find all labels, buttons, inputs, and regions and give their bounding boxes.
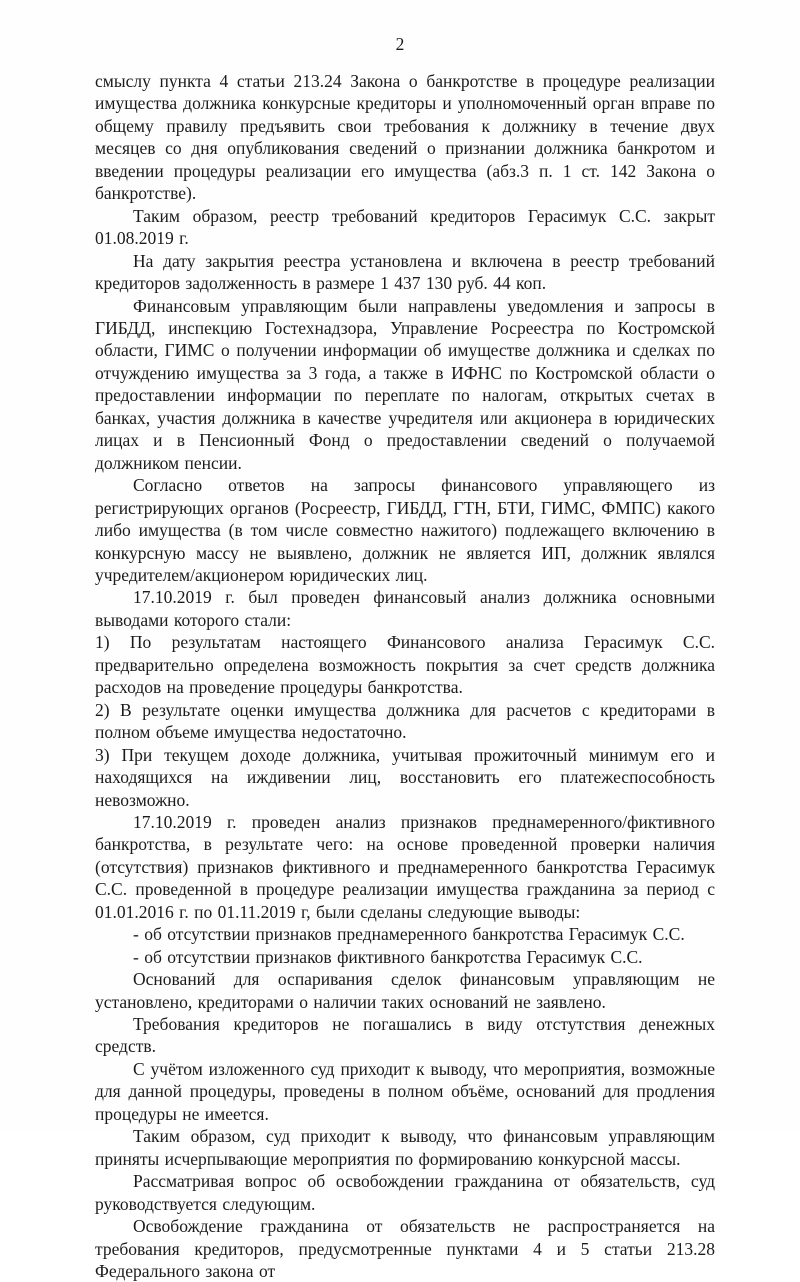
paragraph: Освобождение гражданина от обязательств не распространяется на требования кредиторов, предусмотренные пунктами 4 и 5 статьи 213.28 Федерального закона от — [95, 1216, 715, 1282]
paragraph: - об отсутствии признаков преднамеренного банкротства Герасимук С.С. — [133, 924, 685, 945]
paragraph: 1) По результатам настоящего Финансового анализа Герасимук С.С. предварительно определена возможность покрытия за счет средств должника расходов на проведение процедуры банкротства. — [95, 632, 715, 698]
paragraph: 17.10.2019 г. проведен анализ признаков преднамеренного/фиктивного банкротства, в результате чего: на основе проведенной проверки наличия (отсутствия) признаков фиктивного и преднамеренного банкротства Герасимук С.С. проведенной в процедуре реализации имущества гражданина за период с 01.01.2016 г. по 01.11.2019 г, были сделаны следующие выводы: — [95, 811, 715, 922]
paragraph: Таким образом, суд приходит к выводу, что финансовым управляющим приняты исчерпывающие мероприятия по формированию конкурсной массы. — [95, 1126, 715, 1169]
paragraph: смыслу пункта 4 статьи 213.24 Закона о банкротстве в процедуре реализации имущества должника конкурсные кредиторы и уполномоченный орган вправе по общему правилу предъявить свои требования к должнику в течение двух месяцев со дня опубликования сведений о признании должника банкротом и введении процедуры реализации его имущества (абз.3 п. 1 ст. 142 Закона о банкротстве). — [95, 71, 715, 204]
document-body — [95, 70, 715, 1282]
paragraph: На дату закрытия реестра установлена и включена в реестр требований кредиторов задолженность в размере 1 437 130 руб. 44 коп. — [95, 250, 715, 294]
paragraph: - об отсутствии признаков фиктивного банкротства Герасимук С.С. — [133, 946, 643, 967]
paragraph: Оснований для оспаривания сделок финансовым управляющим не установлено, кредиторами о наличии таких оснований не заявлено. — [95, 969, 715, 1012]
paragraph: Требования кредиторов не погашались в виду отстутствия денежных средств. — [95, 1014, 715, 1057]
paragraph: С учётом изложенного суд приходит к выводу, что мероприятия, возможные для данной процедуры, проведены в полном объёме, оснований для продления процедуры не имеется. — [95, 1058, 715, 1124]
paragraph: 2) В результате оценки имущества должника для расчетов с кредиторами в полном объеме имущества недостаточно. — [95, 699, 715, 743]
paragraph: 17.10.2019 г. был проведен финансовый анализ должника основными выводами которого стали: — [95, 587, 715, 630]
paragraph: Рассматривая вопрос об освобождении гражданина от обязательств, суд руководствуется следующим. — [95, 1171, 715, 1214]
paragraph: Финансовым управляющим были направлены уведомления и запросы в ГИБДД, инспекцию Гостехнадзора, Управление Росреестра по Костромской области, ГИМС о получении информации об имуществе должника и сделках по отчуждению имущества за 3 года, а также в ИФНС по Костромской области о предоставлении информации по переплате по налогам, открытых счетах в банках, участия должника в качестве учредителя или акционера в юридических лицах и в Пенсионный Фонд о предоставлении сведений о получаемой должником пенсии. — [95, 295, 715, 473]
paragraph: 3) При текущем доходе должника, учитывая прожиточный минимум его и находящихся на иждивении лиц, восстановить его платежеспособность невозможно. — [95, 744, 715, 810]
paragraph: Таким образом, реестр требований кредиторов Герасимук С.С. закрыт 01.08.2019 г. — [95, 205, 715, 249]
paragraph: Согласно ответов на запросы финансового управляющего из регистрирующих органов (Росреестр, ГИБДД, ГТН, БТИ, ГИМС, ФМПС) какого либо имущества (в том числе совместно нажитого) подлежащего включению в конкурсную массу не выявлено, должник не является ИП, должник являлся учредителем/акционером юридических лиц. — [95, 475, 715, 585]
page-number: 2 — [395, 34, 405, 54]
